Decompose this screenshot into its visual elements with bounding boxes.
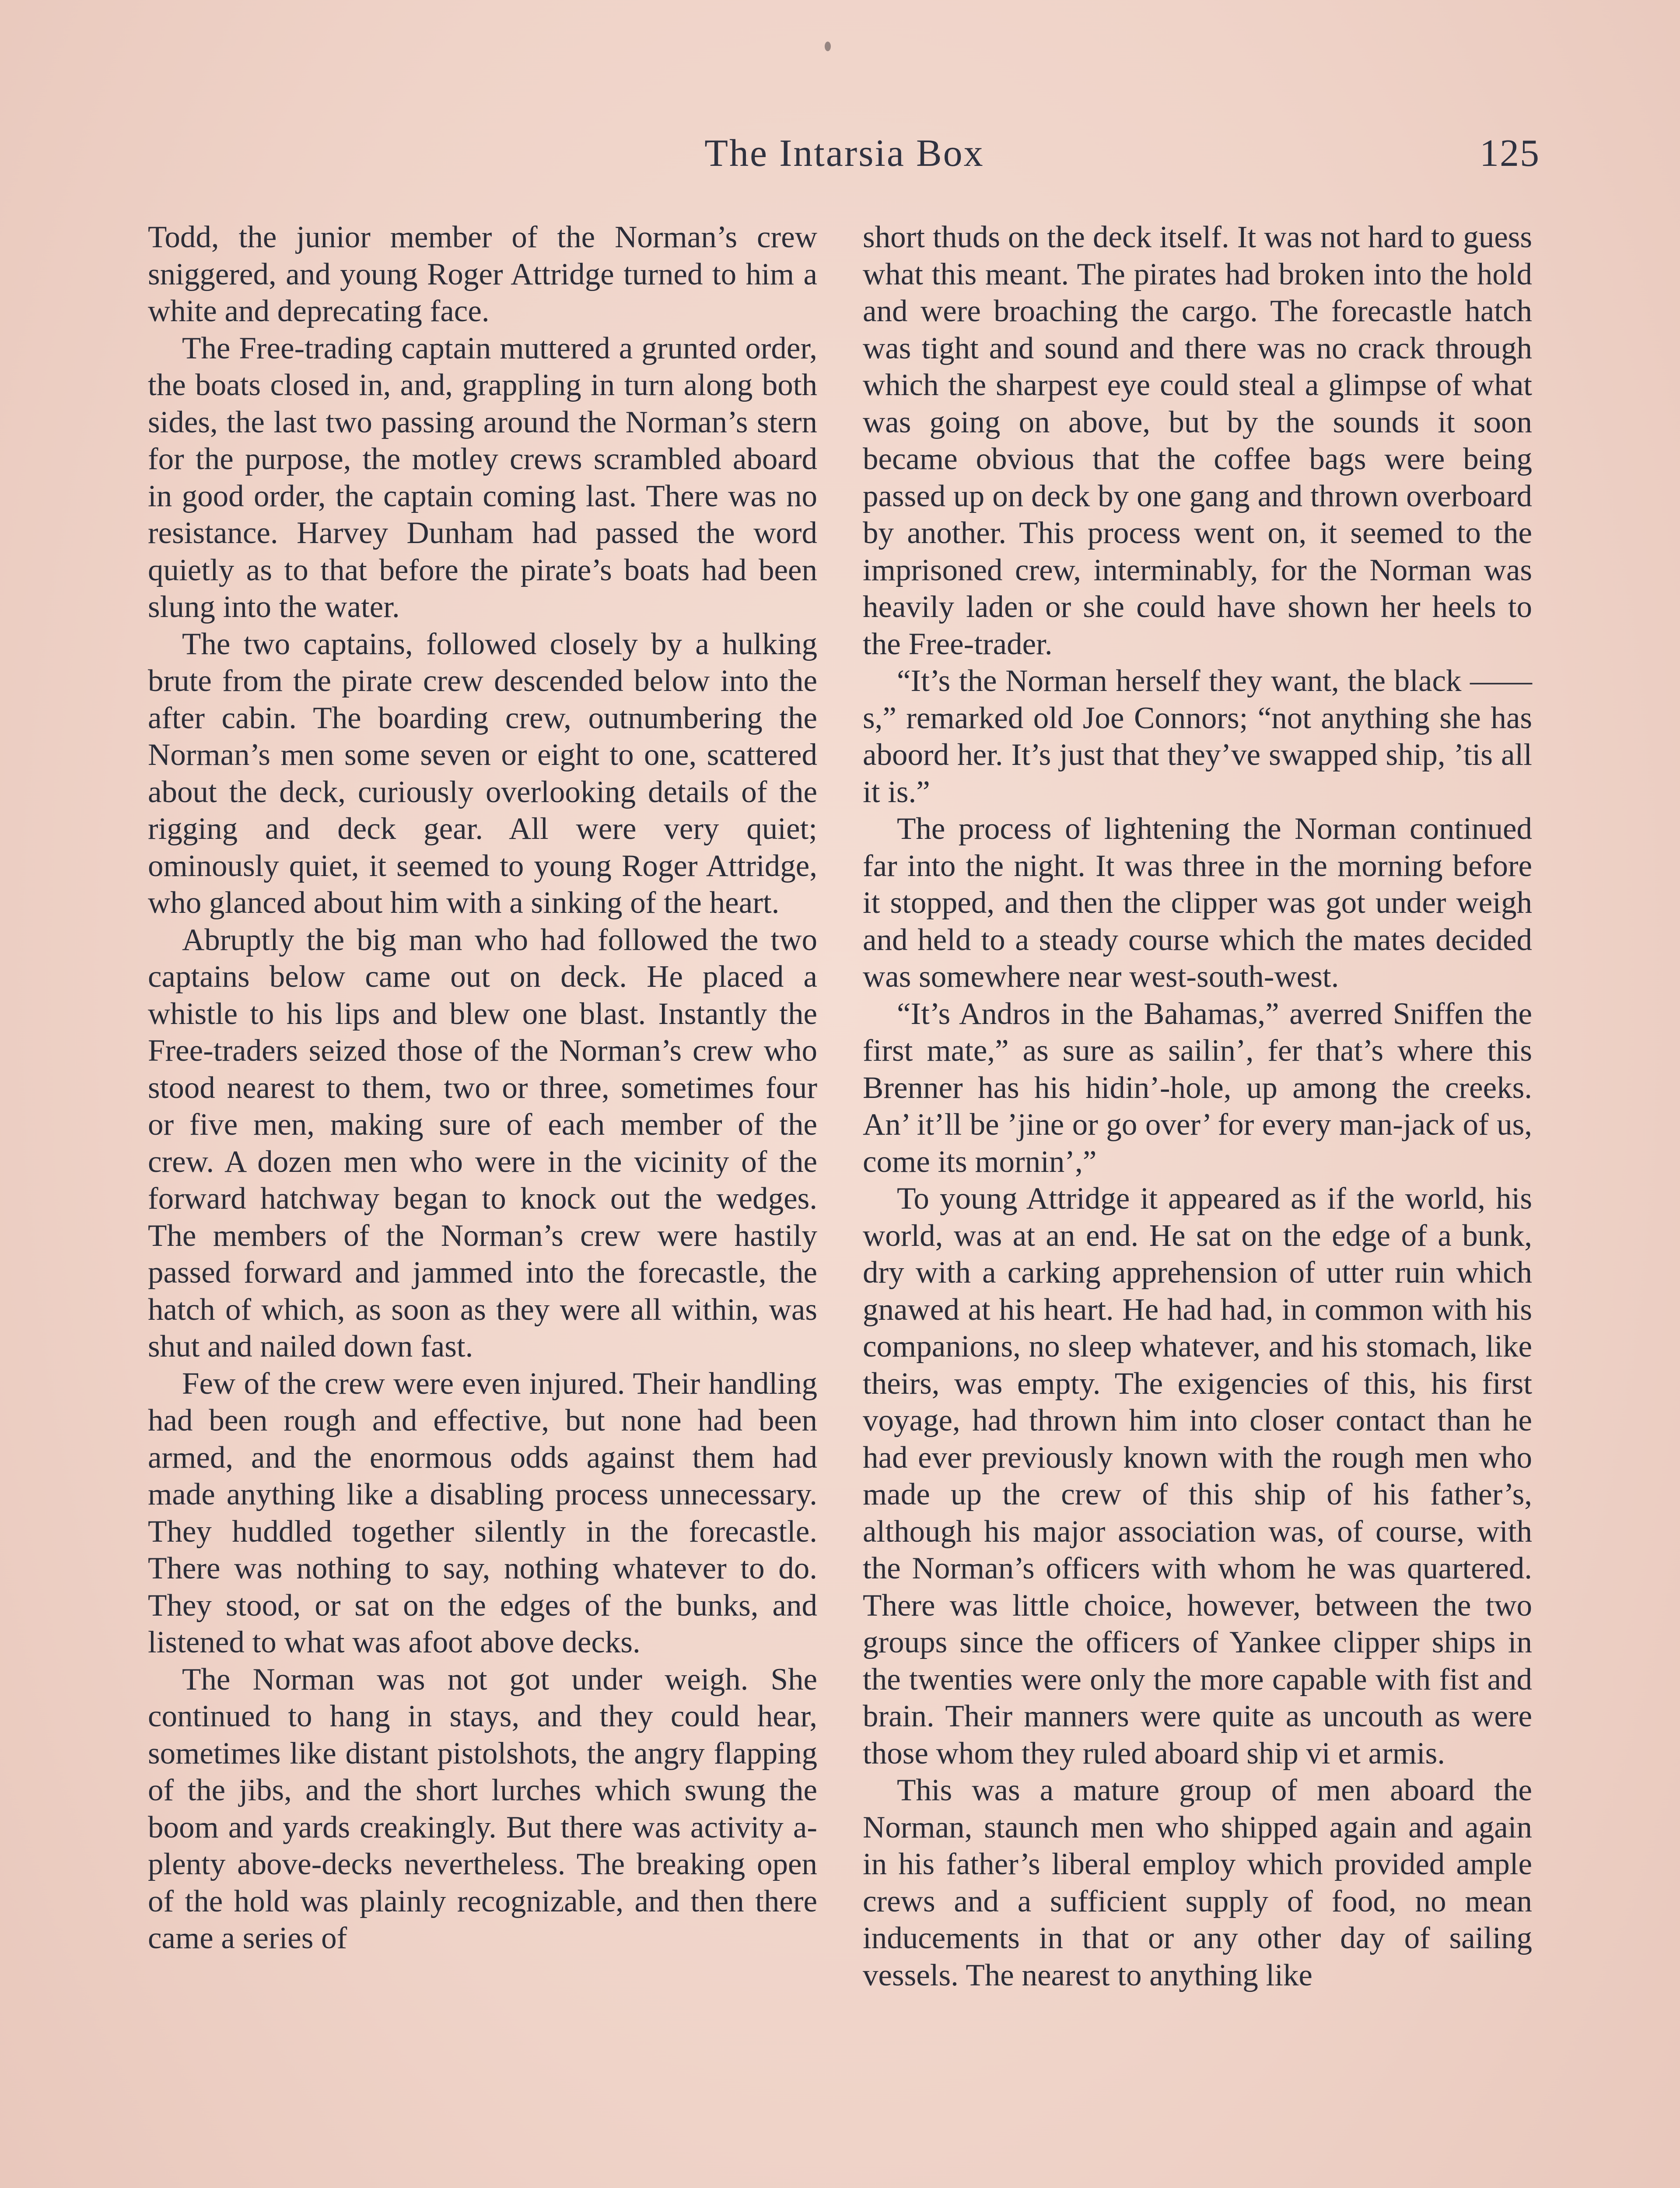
- paragraph: The process of lightening the Norman continued far into the night. It was three in the morning before it stopped, and then the clipper was got under weigh and held to a steady course which the mates decided was somewhere near west-south-west.: [863, 812, 1532, 994]
- page-header: [149, 131, 1540, 184]
- paragraph: The two captains, followed closely by a hulking brute from the pirate crew descended below into the after cabin. The boarding crew, outnumbering the Norman’s men some seven or eight to one, scattered about the deck, curiously overlooking details of the rigging and deck gear. All were very quiet; ominously quiet, it seemed to young Roger Attridge, who glanced about him with a sinking of the heart.: [148, 627, 817, 920]
- ink-speck: [825, 42, 831, 51]
- paragraph: The Free-trading captain muttered a grunted order, the boats closed in, and, grappling in turn along both sides, the last two passing around the Norman’s stern for the purpose, the motley crews scrambled aboard in good order, the captain coming last. There was no resistance. Harvey Dunham had passed the word quietly as to that before the pirate’s boats had been slung into the water.: [148, 331, 817, 624]
- left-column: [148, 219, 817, 1957]
- paragraph: This was a mature group of men aboard the Norman, staunch men who shipped again and again in his father’s liberal employ which provided ample crews and a sufficient supply of food, no mean inducements in that or any other day of sailing vessels. The nearest to anything like: [863, 1773, 1532, 1992]
- paragraph: “It’s the Norman herself they want, the black ——s,” remarked old Joe Connors; “not anything she has aboord her. It’s just that they’ve swapped ship, ’tis all it is.”: [863, 664, 1532, 809]
- paragraph: To young Attridge it appeared as if the world, his world, was at an end. He sat on the edge of a bunk, dry with a carking apprehension of utter ruin which gnawed at his heart. He had had, in common with his companions, no sleep whatever, and his stomach, like theirs, was empty. The exigencies of this, his first voyage, had thrown him into closer contact than he had ever previously known with the rough men who made up the crew of this ship of his father’s, although his major association was, of course, with the Norman’s officers with whom he was quartered. There was little choice, however, between the two groups since the officers of Yankee clipper ships in the twenties were only the more capable with fist and brain. Their manners were quite as uncouth as were those whom they ruled aboard ship vi et armis.: [863, 1182, 1532, 1771]
- paragraph: The Norman was not got under weigh. She continued to hang in stays, and they could hear, sometimes like distant pistolshots, the angry flapping of the jibs, and the short lurches which swung the boom and yards creakingly. But there was activity a-plenty above-decks nevertheless. The breaking open of the hold was plainly recognizable, and then there came a series of: [148, 1662, 817, 1955]
- paragraph: “It’s Andros in the Bahamas,” averred Sniffen the first mate,” as sure as sailin’, fer that’s where this Brenner has his hidin’-hole, up among the creeks. An’ it’ll be ’jine or go over’ for every man-jack of us, come its mornin’,”: [863, 996, 1532, 1179]
- page-number: 125: [1480, 132, 1540, 175]
- paragraph: Few of the crew were even injured. Their handling had been rough and effective, but none had been armed, and the enormous odds against them had made anything like a disabling process unnecessary. They huddled together silently in the forecastle. There was nothing to say, nothing whatever to do. They stood, or sat on the edges of the bunks, and listened to what was afoot above decks.: [148, 1366, 817, 1659]
- right-column: [863, 219, 1532, 1994]
- running-head: The Intarsia Box: [704, 132, 984, 175]
- paragraph: Todd, the junior member of the Norman’s crew sniggered, and young Roger Attridge turned to him a white and deprecating face.: [148, 220, 817, 328]
- paragraph: short thuds on the deck itself. It was not hard to guess what this meant. The pirates had broken into the hold and were broaching the cargo. The forecastle hatch was tight and sound and there was no crack through which the sharpest eye could steal a glimpse of what was going on above, but by the sounds it soon became obvious that the coffee bags were being passed up on deck by one gang and thrown overboard by another. This process went on, it seemed to the imprisoned crew, interminably, for the Norman was heavily laden or she could have shown her heels to the Free-trader.: [863, 220, 1532, 661]
- paragraph: Abruptly the big man who had followed the two captains below came out on deck. He placed a whistle to his lips and blew one blast. Instantly the Free-traders seized those of the Norman’s crew who stood nearest to them, two or three, sometimes four or five men, making sure of each member of the crew. A dozen men who were in the vicinity of the forward hatchway began to knock out the wedges. The members of the Norman’s crew were hastily passed forward and jammed into the forecastle, the hatch of which, as soon as they were all within, was shut and nailed down fast.: [148, 922, 817, 1364]
